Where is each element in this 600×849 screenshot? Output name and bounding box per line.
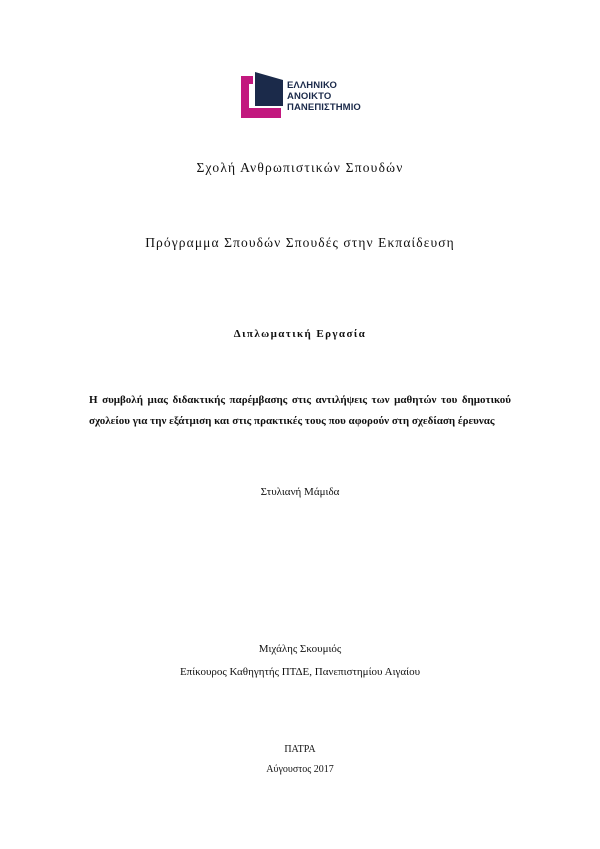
school-name: Σχολή Ανθρωπιστικών Σπουδών xyxy=(196,160,404,175)
university-logo xyxy=(239,70,369,122)
submission-date: Αύγουστος 2017 xyxy=(266,764,334,775)
author-name: Στυλιανή Μάμιδα xyxy=(260,486,340,498)
supervisor-name: Μιχάλης Σκουμιός xyxy=(258,643,342,655)
logo-line: ΑΝΟΙΚΤΟ xyxy=(287,91,332,102)
program-name: Πρόγραμμα Σπουδών Σπουδές στην Εκπαίδευση xyxy=(145,235,455,250)
supervisor-role: Επίκουρος Καθηγητής ΠΤΔΕ, Πανεπιστημίου Αιγαίου xyxy=(179,666,421,678)
logo-wordmark xyxy=(287,80,361,113)
thesis-title: Η συμβολή μιας διδακτικής παρέμβασης στις αντιλήψεις των μαθητών του δημοτικού σχολείου για την εξάτμιση και στις πρακτικές τους που αφορούν στη σχεδίαση έρευνας xyxy=(89,394,511,427)
logo-line: ΠΑΝΕΠΙΣΤΗΜΙΟ xyxy=(287,102,361,113)
thesis-type-heading: Διπλωματική Εργασία xyxy=(233,328,367,340)
city: ΠΑΤΡΑ xyxy=(284,744,316,755)
logo-line: ΕΛΛΗΝΙΚΟ xyxy=(287,80,337,91)
logo-emblem-icon xyxy=(239,70,285,122)
